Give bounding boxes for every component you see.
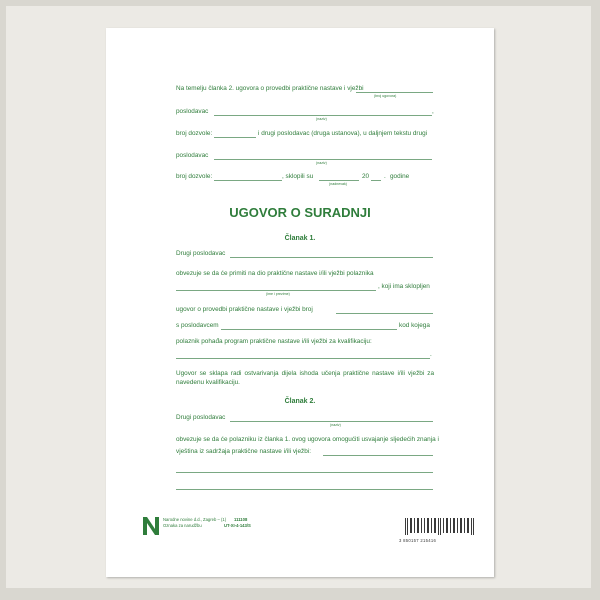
second-employer-name-line[interactable] xyxy=(214,159,432,160)
c1-drugi-poslodavac: Drugi poslodavac xyxy=(176,250,226,257)
employer-name-line[interactable] xyxy=(214,115,432,116)
contract-number-line[interactable] xyxy=(356,92,433,93)
intro-line-3a: broj dozvole: xyxy=(176,130,213,137)
footer-code-1: 111108 xyxy=(234,517,248,522)
document-title: UGOVOR O SURADNJI xyxy=(229,205,371,220)
c1-kod-kojega: kod kojega xyxy=(399,322,430,329)
caption-naziv-1: (naziv) xyxy=(316,117,327,121)
c2-employer-line[interactable] xyxy=(230,421,433,422)
c2-skills-line-3[interactable] xyxy=(176,489,433,490)
c2-drugi-poslodavac: Drugi poslodavac xyxy=(176,414,226,421)
c2-vjestina: vještina iz sadržaja praktične nastave i/ili vježbi: xyxy=(176,448,311,455)
intro-line-3b: i drugi poslodavac (druga ustanova), u daljnjem tekstu drugi xyxy=(258,130,428,137)
c2-obvezuje: obvezuje se da će polazniku iz članka 1. ovog ugovora omogućiti usvajanje sljedećih znanja i xyxy=(176,436,439,443)
intro-line-5c: 20 xyxy=(362,173,370,180)
c1-employer-line[interactable] xyxy=(230,257,433,258)
c1-s-poslodavcem: s poslodavcem xyxy=(176,322,219,329)
clanak-1-heading: Članak 1. xyxy=(284,235,316,242)
caption-ime-prezime: (ime i prezime) xyxy=(266,292,290,296)
permit-number-line-2[interactable] xyxy=(214,180,282,181)
c1-student-name-line[interactable] xyxy=(176,290,376,291)
c1-obvezuje: obvezuje se da će primiti na dio praktične nastave i/ili vježbi polaznika xyxy=(176,270,374,277)
c1-employer-2-line[interactable] xyxy=(221,329,397,330)
barcode-digits: 3 850157 215416 xyxy=(399,538,437,543)
c1-qualification-line[interactable] xyxy=(176,358,430,359)
c1-koji-ima: , koji ima sklopljen xyxy=(378,283,430,290)
caption-naziv-2: (naziv) xyxy=(316,161,327,165)
c1-ugovor-broj: ugovor o provedbi praktične nastave i vježbi broj xyxy=(176,306,313,313)
c1-paragraph: Ugovor se sklapa radi ostvarivanja dijela ishoda učenja praktične nastave i/ili vježbi za navedenu kvalifikaciju. xyxy=(176,370,434,387)
intro-line-4: poslodavac xyxy=(176,152,209,159)
caption-broj-ugovora: (broj ugovora) xyxy=(374,94,397,98)
intro-line-5a: broj dozvole: xyxy=(176,173,213,180)
intro-line-5d: godine xyxy=(390,173,410,180)
date-line[interactable] xyxy=(319,180,359,181)
intro-line-5b: , sklopili su xyxy=(282,173,314,180)
intro-line-1: Na temelju članka 2. ugovora o provedbi praktične nastave i vježbi xyxy=(176,85,364,92)
publisher-logo xyxy=(142,516,160,536)
c2-skills-line-2[interactable] xyxy=(176,472,433,473)
year-line[interactable] xyxy=(371,180,381,181)
document-page: Na temelju članka 2. ugovora o provedbi praktične nastave i vježbi (broj ugovora) poslodavac , (naziv) broj dozvole: i drugi poslodavac (druga ustanova), u daljnjem tekstu drugi poslodavac (naziv) broj dozvole: , sklopili su 20 . godine (nadnevak) UGOVOR O SURADNJI Članak 1. Drugi poslodavac obvezuje se da će primiti na dio praktične nastave i/ili vježbi polaznika , koji ima sklopljen (ime i prezime) ugovor o provedbi praktične nastave i vježbi broj s poslodavcem kod kojega polaznik pohađa program praktične nastave i/ili vježbi za kvalifikaciju: . Ugovor se sklapa radi ostvarivanja dijela ishoda učenja praktične nastave i/ili vježbi za navedenu kvalifikaciju. Članak 2. Drugi poslodavac (naziv) obvezuje se da će polazniku iz članka 1. ovog ugovora omogućiti usvajanje sljedećih znanja i vještina iz sadržaja praktične nastave i/ili vježbi: Narodne novine d.d., Zagreb – (1) Oznaka za narudžbu 111108 UT-XI-4-143/S 3 850157 215416 xyxy=(106,28,494,577)
c1-polaznik: polaznik pohađa program praktične nastave i/ili vježbi za kvalifikaciju: xyxy=(176,338,372,345)
footer-code-2: UT-XI-4-143/S xyxy=(224,523,251,528)
footer-publisher: Narodne novine d.d., Zagreb – (1) xyxy=(163,517,227,522)
footer-order-label: Oznaka za narudžbu xyxy=(163,523,202,528)
c2-skills-line-1[interactable] xyxy=(323,455,433,456)
caption-naziv-3: (naziv) xyxy=(330,423,341,427)
intro-line-2: poslodavac xyxy=(176,108,209,115)
permit-number-line-1[interactable] xyxy=(214,137,256,138)
c1-contract-number-line[interactable] xyxy=(336,313,433,314)
caption-nadnevak: (nadnevak) xyxy=(329,182,347,186)
clanak-2-heading: Članak 2. xyxy=(284,398,316,405)
